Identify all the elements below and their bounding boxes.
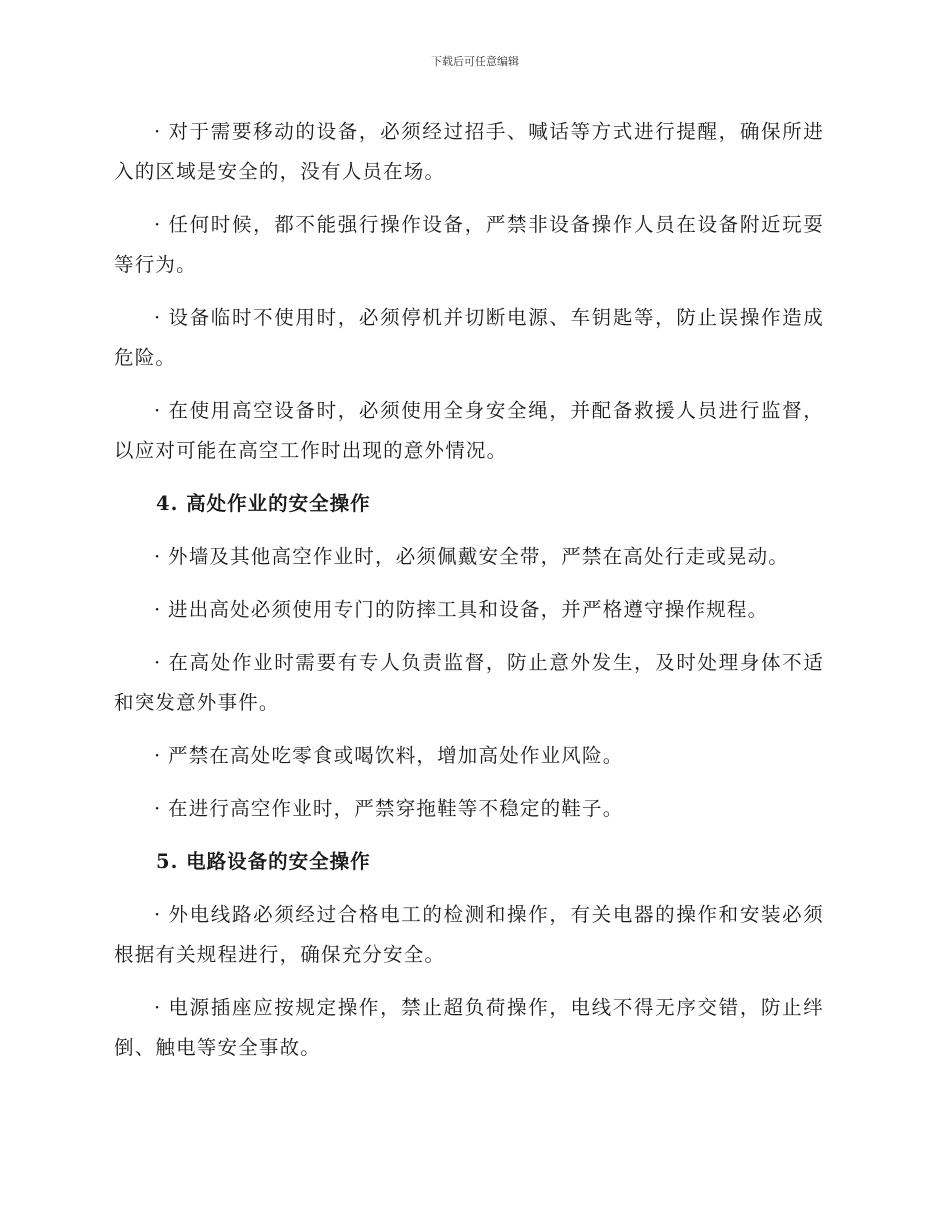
paragraph-text: 外墙及其他高空作业时，必须佩戴安全带，严禁在高处行走或晃动。	[168, 545, 790, 568]
document-body	[114, 112, 824, 1081]
paragraph-text: 对于需要移动的设备，必须经过招手、喊话等方式进行提醒，确保所进入的区域是安全的，没有人员在场。	[114, 120, 824, 183]
paragraph	[114, 988, 824, 1068]
bullet-point: ·	[154, 306, 162, 329]
paragraph-text: 在使用高空设备时，必须使用全身安全绳，并配备救援人员进行监督，以应对可能在高空工作时出现的意外情况。	[114, 399, 824, 462]
paragraph-text: 外电线路必须经过合格电工的检测和操作，有关电器的操作和安装必须根据有关规程进行，确保充分安全。	[114, 903, 824, 966]
paragraph	[114, 298, 824, 378]
paragraph	[114, 205, 824, 285]
paragraph-text: 任何时候，都不能强行操作设备，严禁非设备操作人员在设备附近玩耍等行为。	[114, 213, 824, 276]
bullet-point: ·	[154, 213, 162, 236]
paragraph	[114, 789, 824, 829]
bullet-point: ·	[154, 903, 162, 926]
bullet-point: ·	[154, 399, 162, 422]
section-heading: 5. 电路设备的安全操作	[156, 850, 371, 873]
paragraph	[114, 112, 824, 192]
bullet-point: ·	[154, 996, 162, 1019]
bullet-point: ·	[154, 598, 162, 621]
page-header: 下载后可任意编辑	[431, 55, 519, 68]
paragraph	[114, 895, 824, 975]
bullet-point: ·	[154, 797, 162, 820]
paragraph-text: 严禁在高处吃零食或喝饮料，增加高处作业风险。	[168, 744, 624, 767]
paragraph-text: 在高处作业时需要有专人负责监督，防止意外发生，及时处理身体不适和突发意外事件。	[114, 651, 824, 714]
bullet-point: ·	[154, 545, 162, 568]
bullet-point: ·	[154, 120, 162, 143]
paragraph	[114, 590, 824, 630]
paragraph-text: 电源插座应按规定操作，禁止超负荷操作，电线不得无序交错，防止绊倒、触电等安全事故。	[114, 996, 824, 1059]
paragraph	[114, 643, 824, 723]
bullet-point: ·	[154, 651, 162, 674]
paragraph	[114, 391, 824, 471]
paragraph	[114, 537, 824, 577]
section-heading: 4. 高处作业的安全操作	[156, 492, 371, 515]
bullet-point: ·	[154, 744, 162, 767]
paragraph-text: 设备临时不使用时，必须停机并切断电源、车钥匙等，防止误操作造成危险。	[114, 306, 824, 369]
paragraph-text: 在进行高空作业时，严禁穿拖鞋等不稳定的鞋子。	[168, 797, 624, 820]
paragraph	[114, 736, 824, 776]
paragraph-text: 进出高处必须使用专门的防摔工具和设备，并严格遵守操作规程。	[168, 598, 769, 621]
